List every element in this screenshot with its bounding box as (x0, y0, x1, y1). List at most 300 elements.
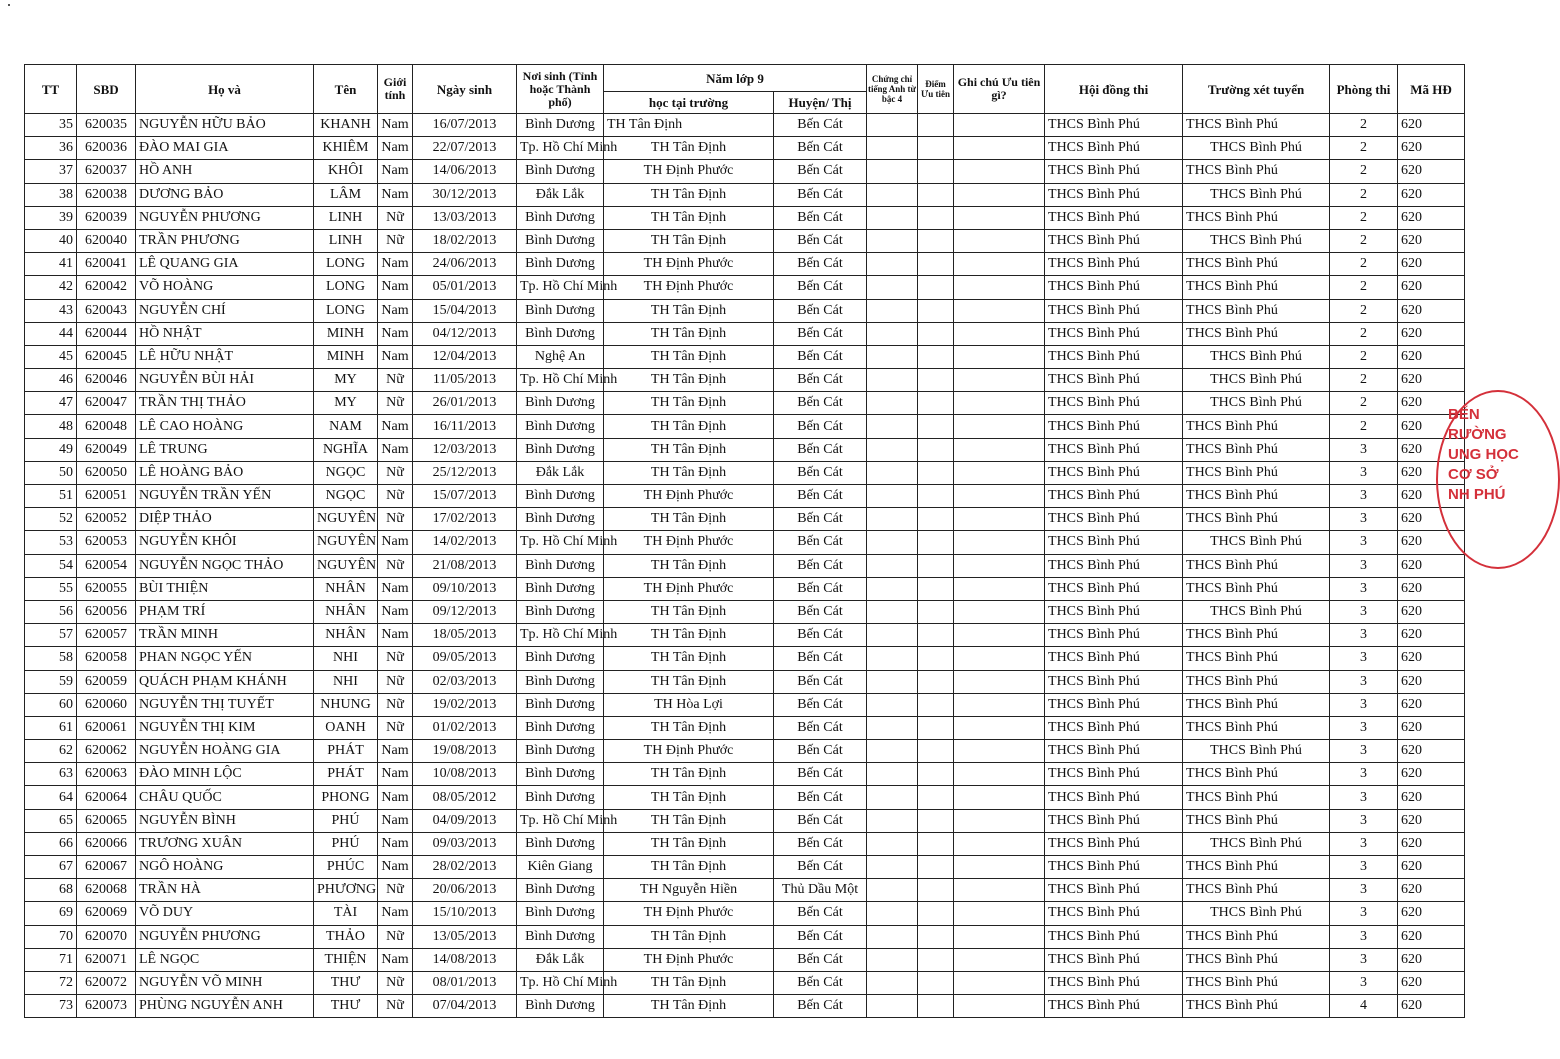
cell-hoc-tai-truong: TH Định Phước (604, 948, 774, 971)
table-row (25, 531, 1465, 554)
cell-huyen: Thủ Dầu Một (774, 879, 867, 902)
cell-tt: 51 (25, 485, 77, 508)
cell-ma-hd: 620 (1398, 995, 1465, 1018)
cell-phong-thi: 3 (1330, 577, 1398, 600)
cell-chung-chi (867, 971, 918, 994)
header-ma-hd: Mã HĐ (1398, 65, 1465, 114)
cell-gioi-tinh: Nữ (378, 670, 413, 693)
cell-ma-hd: 620 (1398, 392, 1465, 415)
cell-diem-uu-tien (918, 438, 954, 461)
cell-truong-xet-tuyen: THCS Bình Phú (1183, 670, 1330, 693)
cell-phong-thi: 3 (1330, 600, 1398, 623)
cell-hoi-dong-thi: THCS Bình Phú (1045, 485, 1183, 508)
table-row (25, 206, 1465, 229)
cell-sbd: 620067 (77, 856, 136, 879)
cell-ngay-sinh: 25/12/2013 (413, 461, 517, 484)
cell-hoi-dong-thi: THCS Bình Phú (1045, 345, 1183, 368)
header-nam-lop-9: Năm lớp 9 (604, 65, 867, 92)
cell-noi-sinh: Bình Dương (517, 786, 604, 809)
cell-noi-sinh: Tp. Hồ Chí Minh (517, 809, 604, 832)
cell-hoi-dong-thi: THCS Bình Phú (1045, 763, 1183, 786)
cell-ghi-chu (954, 554, 1045, 577)
cell-sbd: 620058 (77, 647, 136, 670)
cell-diem-uu-tien (918, 763, 954, 786)
cell-sbd: 620044 (77, 322, 136, 345)
cell-huyen: Bến Cát (774, 253, 867, 276)
cell-ho: PHÙNG NGUYỄN ANH (136, 995, 314, 1018)
cell-huyen: Bến Cát (774, 577, 867, 600)
header-sbd: SBD (77, 65, 136, 114)
cell-hoc-tai-truong: TH Tân Định (604, 856, 774, 879)
cell-ma-hd: 620 (1398, 971, 1465, 994)
table-row (25, 299, 1465, 322)
cell-tt: 39 (25, 206, 77, 229)
cell-truong-xet-tuyen: THCS Bình Phú (1183, 879, 1330, 902)
cell-chung-chi (867, 461, 918, 484)
cell-ten: TÀI (314, 902, 378, 925)
cell-phong-thi: 3 (1330, 670, 1398, 693)
cell-ho: NGUYỄN NGỌC THẢO (136, 554, 314, 577)
cell-ma-hd: 620 (1398, 948, 1465, 971)
cell-ho: ĐÀO MINH LỘC (136, 763, 314, 786)
cell-phong-thi: 3 (1330, 971, 1398, 994)
cell-gioi-tinh: Nữ (378, 925, 413, 948)
cell-hoi-dong-thi: THCS Bình Phú (1045, 740, 1183, 763)
cell-ho: TRẦN THỊ THẢO (136, 392, 314, 415)
cell-phong-thi: 3 (1330, 554, 1398, 577)
header-tt: TT (25, 65, 77, 114)
cell-chung-chi (867, 531, 918, 554)
cell-ma-hd: 620 (1398, 183, 1465, 206)
cell-ten: LÂM (314, 183, 378, 206)
cell-diem-uu-tien (918, 670, 954, 693)
cell-tt: 38 (25, 183, 77, 206)
cell-ghi-chu (954, 299, 1045, 322)
cell-chung-chi (867, 902, 918, 925)
cell-ngay-sinh: 15/04/2013 (413, 299, 517, 322)
cell-huyen: Bến Cát (774, 902, 867, 925)
cell-hoi-dong-thi: THCS Bình Phú (1045, 531, 1183, 554)
cell-ho: HỒ NHẬT (136, 322, 314, 345)
cell-gioi-tinh: Nữ (378, 693, 413, 716)
cell-ghi-chu (954, 461, 1045, 484)
cell-hoc-tai-truong: TH Tân Định (604, 508, 774, 531)
cell-gioi-tinh: Nam (378, 809, 413, 832)
table-row (25, 392, 1465, 415)
cell-ghi-chu (954, 322, 1045, 345)
cell-phong-thi: 3 (1330, 740, 1398, 763)
cell-noi-sinh: Tp. Hồ Chí Minh (517, 624, 604, 647)
cell-truong-xet-tuyen: THCS Bình Phú (1183, 299, 1330, 322)
cell-ten: PHÚ (314, 809, 378, 832)
cell-huyen: Bến Cát (774, 971, 867, 994)
cell-chung-chi (867, 369, 918, 392)
cell-gioi-tinh: Nam (378, 345, 413, 368)
table-row (25, 508, 1465, 531)
table-row (25, 276, 1465, 299)
cell-tt: 58 (25, 647, 77, 670)
cell-ghi-chu (954, 438, 1045, 461)
cell-ho: LÊ NGỌC (136, 948, 314, 971)
cell-chung-chi (867, 670, 918, 693)
cell-chung-chi (867, 276, 918, 299)
cell-sbd: 620068 (77, 879, 136, 902)
cell-diem-uu-tien (918, 809, 954, 832)
table-body (25, 114, 1465, 1018)
cell-noi-sinh: Bình Dương (517, 925, 604, 948)
cell-truong-xet-tuyen: THCS Bình Phú (1183, 948, 1330, 971)
table-row (25, 229, 1465, 252)
cell-hoc-tai-truong: TH Định Phước (604, 160, 774, 183)
cell-ngay-sinh: 09/05/2013 (413, 647, 517, 670)
cell-hoc-tai-truong: TH Tân Định (604, 299, 774, 322)
cell-hoi-dong-thi: THCS Bình Phú (1045, 554, 1183, 577)
cell-huyen: Bến Cát (774, 716, 867, 739)
header-ngay-sinh: Ngày sinh (413, 65, 517, 114)
table-row (25, 322, 1465, 345)
cell-tt: 59 (25, 670, 77, 693)
cell-sbd: 620057 (77, 624, 136, 647)
cell-huyen: Bến Cát (774, 415, 867, 438)
cell-hoc-tai-truong: TH Tân Định (604, 114, 774, 137)
cell-ho: PHẠM TRÍ (136, 600, 314, 623)
cell-hoc-tai-truong: TH Tân Định (604, 763, 774, 786)
cell-tt: 46 (25, 369, 77, 392)
cell-gioi-tinh: Nữ (378, 392, 413, 415)
cell-ghi-chu (954, 137, 1045, 160)
cell-ho: PHAN NGỌC YẾN (136, 647, 314, 670)
cell-ghi-chu (954, 508, 1045, 531)
cell-gioi-tinh: Nam (378, 183, 413, 206)
table-row (25, 369, 1465, 392)
cell-hoc-tai-truong: TH Định Phước (604, 531, 774, 554)
table-row (25, 763, 1465, 786)
cell-noi-sinh: Tp. Hồ Chí Minh (517, 276, 604, 299)
cell-huyen: Bến Cát (774, 693, 867, 716)
cell-ho: NGUYỄN THỊ KIM (136, 716, 314, 739)
cell-noi-sinh: Tp. Hồ Chí Minh (517, 369, 604, 392)
cell-diem-uu-tien (918, 716, 954, 739)
cell-ho: TRƯƠNG XUÂN (136, 832, 314, 855)
cell-hoc-tai-truong: TH Tân Định (604, 925, 774, 948)
cell-ho: DIỆP THẢO (136, 508, 314, 531)
cell-hoc-tai-truong: TH Tân Định (604, 345, 774, 368)
cell-truong-xet-tuyen: THCS Bình Phú (1183, 345, 1330, 368)
cell-ho: NGUYỄN BÙI HẢI (136, 369, 314, 392)
cell-truong-xet-tuyen: THCS Bình Phú (1183, 856, 1330, 879)
cell-truong-xet-tuyen: THCS Bình Phú (1183, 137, 1330, 160)
cell-ten: MINH (314, 322, 378, 345)
cell-hoi-dong-thi: THCS Bình Phú (1045, 948, 1183, 971)
cell-noi-sinh: Bình Dương (517, 299, 604, 322)
cell-ho: QUÁCH PHẠM KHÁNH (136, 670, 314, 693)
cell-ngay-sinh: 15/10/2013 (413, 902, 517, 925)
cell-chung-chi (867, 485, 918, 508)
cell-hoi-dong-thi: THCS Bình Phú (1045, 995, 1183, 1018)
cell-ghi-chu (954, 160, 1045, 183)
cell-hoi-dong-thi: THCS Bình Phú (1045, 600, 1183, 623)
cell-truong-xet-tuyen: THCS Bình Phú (1183, 577, 1330, 600)
cell-hoc-tai-truong: TH Tân Định (604, 137, 774, 160)
cell-ho: LÊ QUANG GIA (136, 253, 314, 276)
cell-phong-thi: 2 (1330, 253, 1398, 276)
cell-phong-thi: 4 (1330, 995, 1398, 1018)
cell-huyen: Bến Cát (774, 461, 867, 484)
cell-ghi-chu (954, 763, 1045, 786)
cell-chung-chi (867, 647, 918, 670)
cell-phong-thi: 3 (1330, 485, 1398, 508)
cell-chung-chi (867, 392, 918, 415)
cell-hoc-tai-truong: TH Định Phước (604, 740, 774, 763)
cell-chung-chi (867, 438, 918, 461)
cell-sbd: 620055 (77, 577, 136, 600)
cell-truong-xet-tuyen: THCS Bình Phú (1183, 485, 1330, 508)
cell-truong-xet-tuyen: THCS Bình Phú (1183, 809, 1330, 832)
cell-huyen: Bến Cát (774, 624, 867, 647)
cell-ngay-sinh: 28/02/2013 (413, 856, 517, 879)
cell-ngay-sinh: 07/04/2013 (413, 995, 517, 1018)
cell-ten: KHANH (314, 114, 378, 137)
cell-hoc-tai-truong: TH Tân Định (604, 461, 774, 484)
cell-ten: NHI (314, 647, 378, 670)
cell-tt: 71 (25, 948, 77, 971)
cell-sbd: 620064 (77, 786, 136, 809)
cell-ghi-chu (954, 647, 1045, 670)
table-header (25, 65, 1465, 114)
cell-noi-sinh: Bình Dương (517, 114, 604, 137)
cell-hoi-dong-thi: THCS Bình Phú (1045, 693, 1183, 716)
cell-chung-chi (867, 253, 918, 276)
cell-ma-hd: 620 (1398, 508, 1465, 531)
cell-ghi-chu (954, 925, 1045, 948)
cell-ngay-sinh: 10/08/2013 (413, 763, 517, 786)
cell-ma-hd: 620 (1398, 716, 1465, 739)
cell-ngay-sinh: 09/03/2013 (413, 832, 517, 855)
cell-phong-thi: 2 (1330, 137, 1398, 160)
cell-chung-chi (867, 345, 918, 368)
cell-ten: NHUNG (314, 693, 378, 716)
cell-diem-uu-tien (918, 600, 954, 623)
cell-hoc-tai-truong: TH Tân Định (604, 670, 774, 693)
cell-ghi-chu (954, 531, 1045, 554)
cell-ma-hd: 620 (1398, 670, 1465, 693)
cell-huyen: Bến Cát (774, 299, 867, 322)
cell-noi-sinh: Bình Dương (517, 879, 604, 902)
cell-ma-hd: 620 (1398, 624, 1465, 647)
cell-tt: 48 (25, 415, 77, 438)
cell-hoc-tai-truong: TH Hòa Lợi (604, 693, 774, 716)
cell-tt: 66 (25, 832, 77, 855)
cell-diem-uu-tien (918, 508, 954, 531)
cell-sbd: 620039 (77, 206, 136, 229)
cell-ten: NHÂN (314, 577, 378, 600)
cell-noi-sinh: Đắk Lắk (517, 183, 604, 206)
cell-ma-hd: 620 (1398, 763, 1465, 786)
cell-ghi-chu (954, 902, 1045, 925)
cell-sbd: 620063 (77, 763, 136, 786)
table-row (25, 879, 1465, 902)
cell-ma-hd: 620 (1398, 647, 1465, 670)
cell-huyen: Bến Cát (774, 948, 867, 971)
cell-huyen: Bến Cát (774, 114, 867, 137)
cell-noi-sinh: Bình Dương (517, 832, 604, 855)
header-ten: Tên (314, 65, 378, 114)
cell-hoc-tai-truong: TH Tân Định (604, 600, 774, 623)
cell-truong-xet-tuyen: THCS Bình Phú (1183, 160, 1330, 183)
cell-ma-hd: 620 (1398, 925, 1465, 948)
cell-ma-hd: 620 (1398, 461, 1465, 484)
cell-ghi-chu (954, 369, 1045, 392)
cell-huyen: Bến Cát (774, 183, 867, 206)
cell-gioi-tinh: Nữ (378, 229, 413, 252)
cell-phong-thi: 2 (1330, 229, 1398, 252)
cell-ma-hd: 620 (1398, 740, 1465, 763)
stamp-text-line: CƠ SỞ (1448, 466, 1499, 483)
cell-truong-xet-tuyen: THCS Bình Phú (1183, 693, 1330, 716)
cell-ghi-chu (954, 206, 1045, 229)
cell-diem-uu-tien (918, 299, 954, 322)
cell-ma-hd: 620 (1398, 114, 1465, 137)
cell-ho: NGUYỄN THỊ TUYẾT (136, 693, 314, 716)
cell-ghi-chu (954, 577, 1045, 600)
cell-gioi-tinh: Nam (378, 577, 413, 600)
cell-hoc-tai-truong: TH Tân Định (604, 971, 774, 994)
cell-hoi-dong-thi: THCS Bình Phú (1045, 786, 1183, 809)
cell-truong-xet-tuyen: THCS Bình Phú (1183, 508, 1330, 531)
cell-hoi-dong-thi: THCS Bình Phú (1045, 137, 1183, 160)
cell-ten: THƯ (314, 995, 378, 1018)
cell-ten: LINH (314, 206, 378, 229)
cell-diem-uu-tien (918, 229, 954, 252)
cell-ngay-sinh: 12/04/2013 (413, 345, 517, 368)
cell-truong-xet-tuyen: THCS Bình Phú (1183, 716, 1330, 739)
cell-huyen: Bến Cát (774, 786, 867, 809)
cell-sbd: 620047 (77, 392, 136, 415)
cell-hoc-tai-truong: TH Tân Định (604, 995, 774, 1018)
cell-hoc-tai-truong: TH Tân Định (604, 415, 774, 438)
cell-phong-thi: 2 (1330, 114, 1398, 137)
cell-hoi-dong-thi: THCS Bình Phú (1045, 438, 1183, 461)
cell-ten: THƯ (314, 971, 378, 994)
cell-chung-chi (867, 229, 918, 252)
cell-ghi-chu (954, 971, 1045, 994)
cell-ma-hd: 620 (1398, 485, 1465, 508)
cell-hoi-dong-thi: THCS Bình Phú (1045, 647, 1183, 670)
cell-noi-sinh: Bình Dương (517, 415, 604, 438)
cell-noi-sinh: Bình Dương (517, 438, 604, 461)
cell-ngay-sinh: 09/10/2013 (413, 577, 517, 600)
cell-ngay-sinh: 12/03/2013 (413, 438, 517, 461)
cell-ten: NHI (314, 670, 378, 693)
cell-ho: ĐÀO MAI GIA (136, 137, 314, 160)
cell-ngay-sinh: 22/07/2013 (413, 137, 517, 160)
cell-diem-uu-tien (918, 902, 954, 925)
cell-noi-sinh: Bình Dương (517, 600, 604, 623)
cell-truong-xet-tuyen: THCS Bình Phú (1183, 415, 1330, 438)
cell-noi-sinh: Tp. Hồ Chí Minh (517, 137, 604, 160)
cell-hoi-dong-thi: THCS Bình Phú (1045, 925, 1183, 948)
cell-hoi-dong-thi: THCS Bình Phú (1045, 276, 1183, 299)
table-row (25, 948, 1465, 971)
cell-phong-thi: 2 (1330, 392, 1398, 415)
cell-ghi-chu (954, 879, 1045, 902)
table-row (25, 253, 1465, 276)
cell-hoc-tai-truong: TH Tân Định (604, 438, 774, 461)
cell-noi-sinh: Bình Dương (517, 716, 604, 739)
table-row (25, 971, 1465, 994)
cell-diem-uu-tien (918, 786, 954, 809)
cell-gioi-tinh: Nữ (378, 369, 413, 392)
cell-chung-chi (867, 508, 918, 531)
cell-sbd: 620053 (77, 531, 136, 554)
cell-ho: BÙI THIỆN (136, 577, 314, 600)
cell-hoc-tai-truong: TH Tân Định (604, 647, 774, 670)
cell-hoi-dong-thi: THCS Bình Phú (1045, 253, 1183, 276)
cell-ten: NGỌC (314, 485, 378, 508)
cell-hoi-dong-thi: THCS Bình Phú (1045, 716, 1183, 739)
cell-gioi-tinh: Nam (378, 137, 413, 160)
cell-phong-thi: 3 (1330, 856, 1398, 879)
table-row (25, 114, 1465, 137)
table-row (25, 183, 1465, 206)
cell-diem-uu-tien (918, 531, 954, 554)
cell-ngay-sinh: 01/02/2013 (413, 716, 517, 739)
cell-gioi-tinh: Nữ (378, 647, 413, 670)
cell-ngay-sinh: 20/06/2013 (413, 879, 517, 902)
cell-gioi-tinh: Nam (378, 253, 413, 276)
cell-gioi-tinh: Nam (378, 624, 413, 647)
cell-gioi-tinh: Nam (378, 438, 413, 461)
cell-hoi-dong-thi: THCS Bình Phú (1045, 322, 1183, 345)
cell-chung-chi (867, 415, 918, 438)
cell-ngay-sinh: 19/02/2013 (413, 693, 517, 716)
cell-ghi-chu (954, 832, 1045, 855)
cell-diem-uu-tien (918, 137, 954, 160)
cell-sbd: 620037 (77, 160, 136, 183)
cell-chung-chi (867, 763, 918, 786)
cell-tt: 43 (25, 299, 77, 322)
header-ghi-chu: Ghi chú Ưu tiên gì? (954, 65, 1045, 114)
cell-hoi-dong-thi: THCS Bình Phú (1045, 114, 1183, 137)
cell-tt: 60 (25, 693, 77, 716)
cell-phong-thi: 3 (1330, 508, 1398, 531)
cell-phong-thi: 3 (1330, 531, 1398, 554)
cell-ngay-sinh: 13/05/2013 (413, 925, 517, 948)
cell-chung-chi (867, 600, 918, 623)
cell-ten: NHÂN (314, 624, 378, 647)
cell-chung-chi (867, 832, 918, 855)
red-seal-stamp (1436, 390, 1560, 569)
cell-noi-sinh: Bình Dương (517, 253, 604, 276)
cell-huyen: Bến Cát (774, 763, 867, 786)
cell-chung-chi (867, 856, 918, 879)
cell-truong-xet-tuyen: THCS Bình Phú (1183, 902, 1330, 925)
cell-ngay-sinh: 14/06/2013 (413, 160, 517, 183)
cell-chung-chi (867, 624, 918, 647)
cell-diem-uu-tien (918, 253, 954, 276)
cell-ma-hd: 620 (1398, 322, 1465, 345)
cell-ten: LINH (314, 229, 378, 252)
cell-ho: VÕ DUY (136, 902, 314, 925)
cell-diem-uu-tien (918, 276, 954, 299)
table-row (25, 624, 1465, 647)
cell-hoc-tai-truong: TH Tân Định (604, 206, 774, 229)
cell-ma-hd: 620 (1398, 137, 1465, 160)
cell-ten: PHÁT (314, 740, 378, 763)
cell-ma-hd: 620 (1398, 786, 1465, 809)
cell-diem-uu-tien (918, 740, 954, 763)
cell-gioi-tinh: Nam (378, 415, 413, 438)
